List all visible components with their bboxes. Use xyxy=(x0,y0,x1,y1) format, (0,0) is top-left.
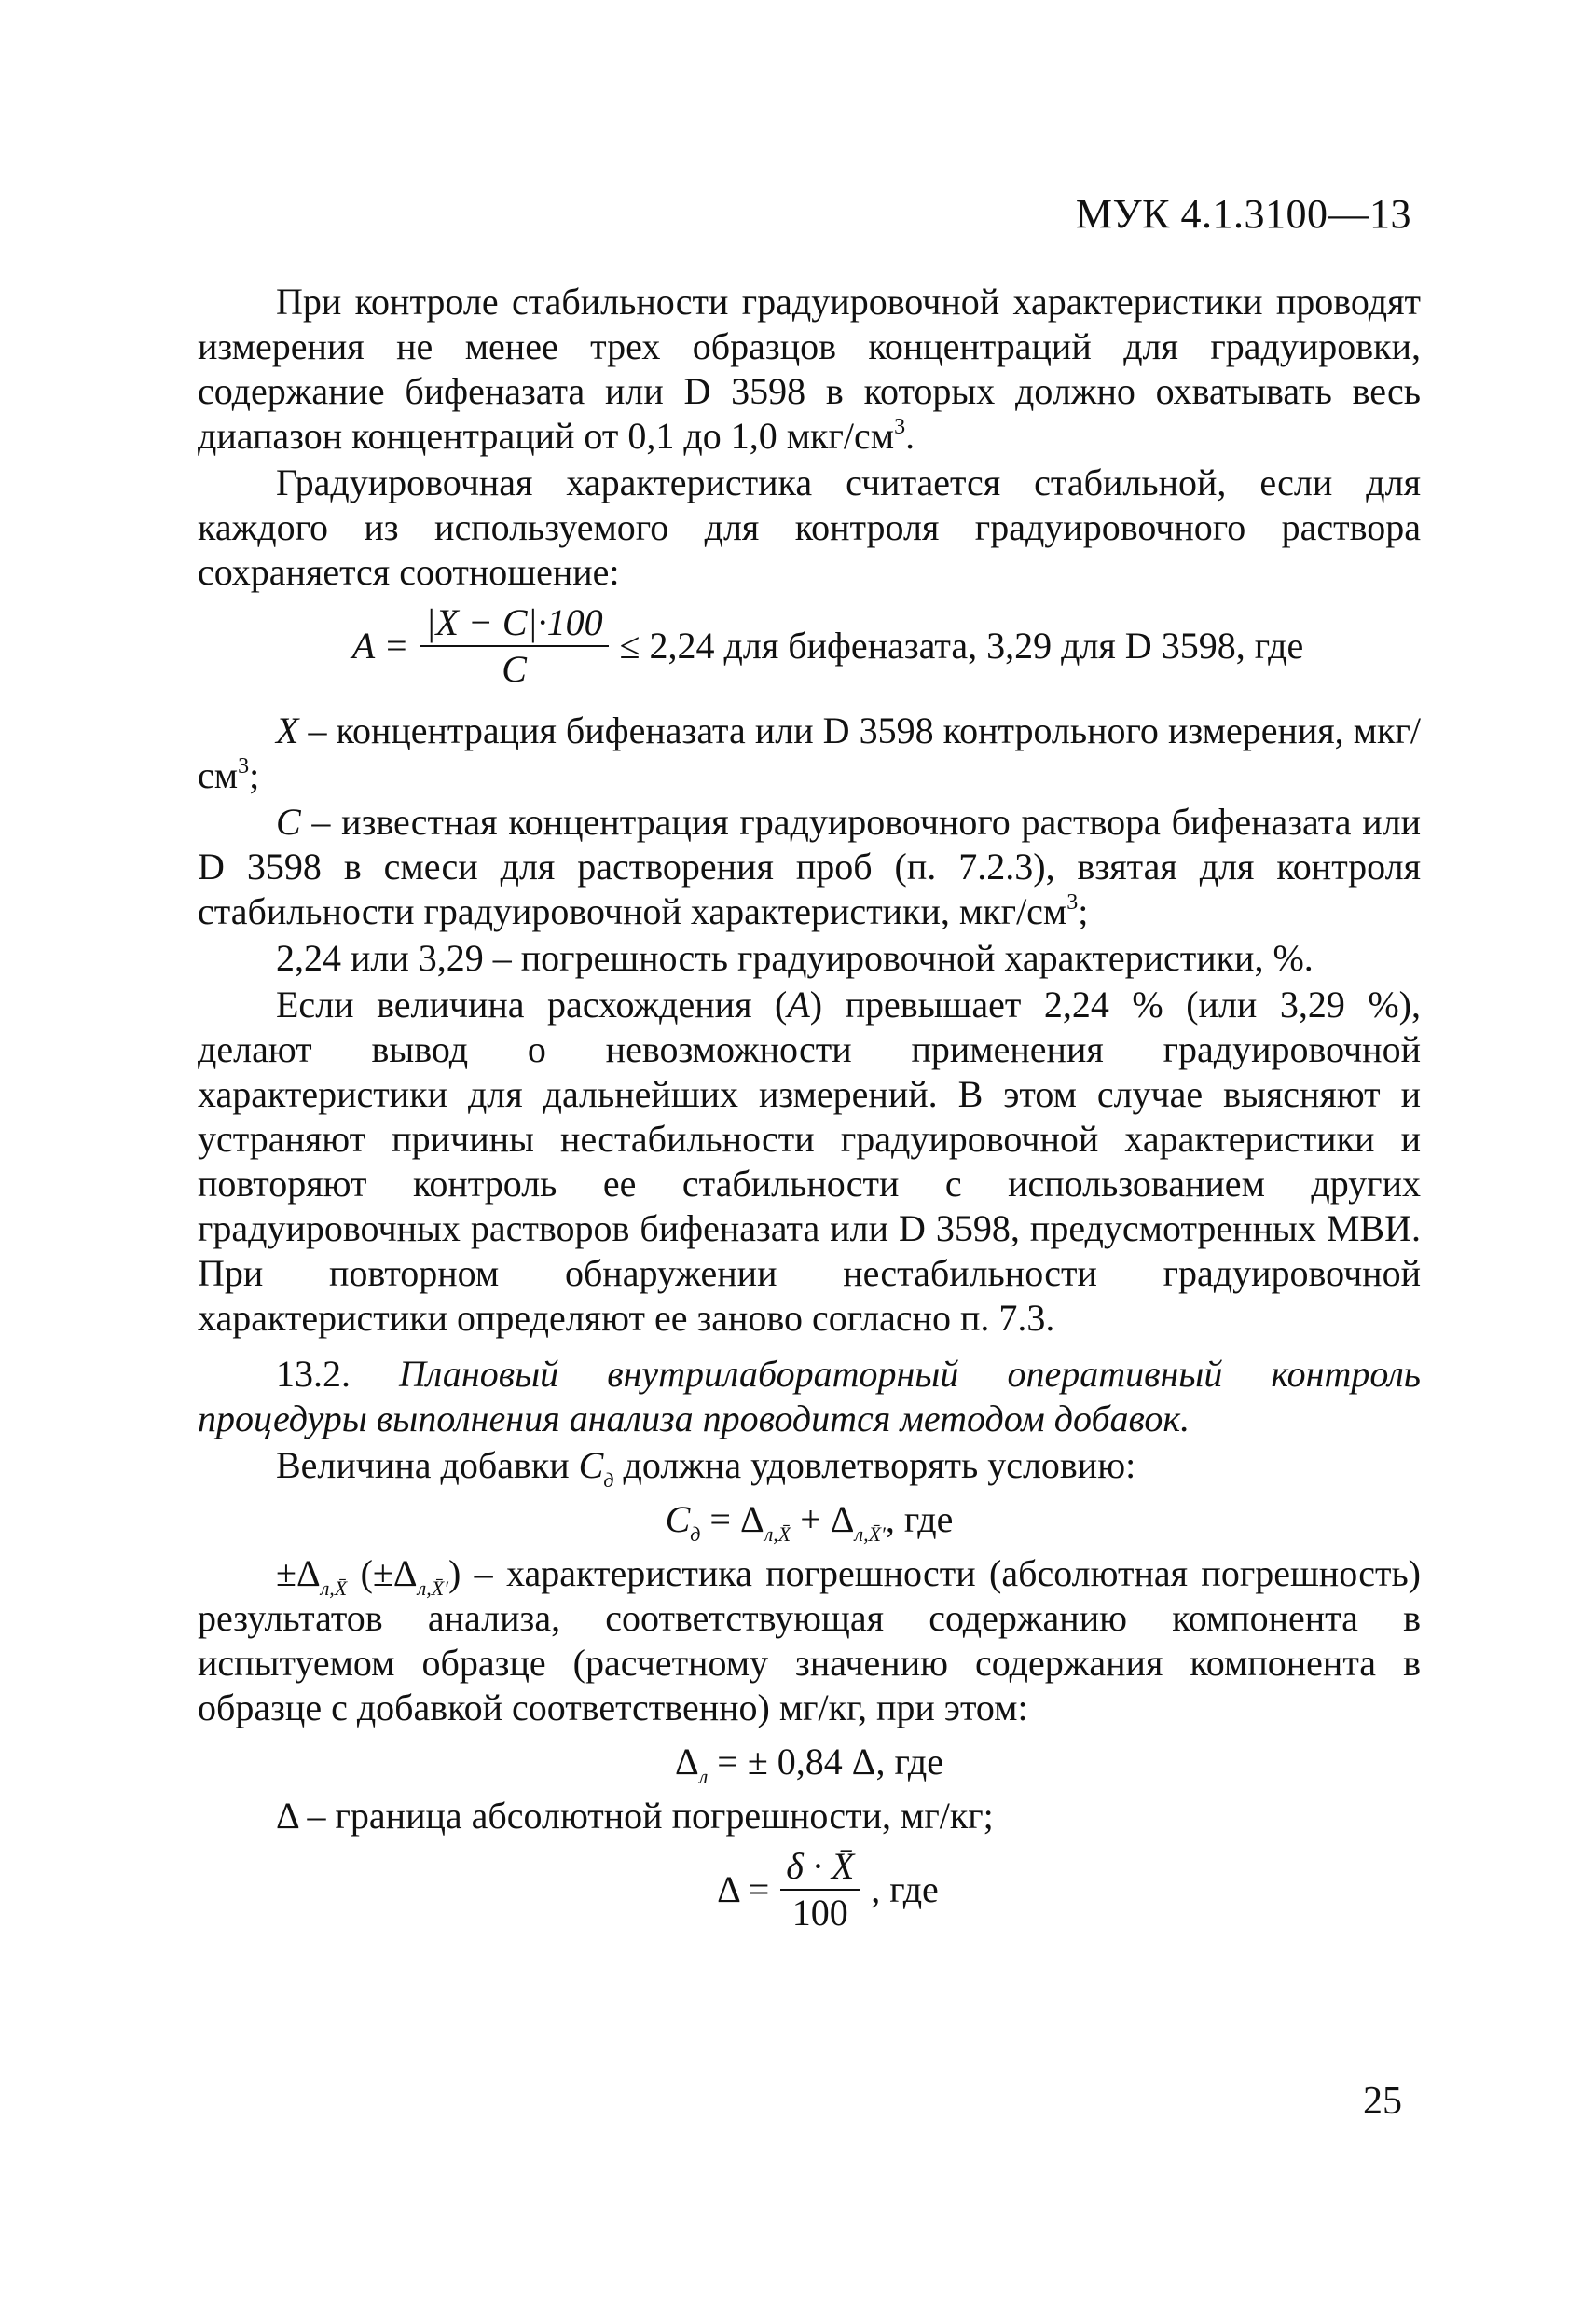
paragraph-stability-condition: Градуировочная характеристика считается стабильной, если для каждого из используемого для контроля градуировочного раствора сохраняется соотношение: xyxy=(198,461,1421,593)
subscript: д xyxy=(690,1522,701,1546)
definition-X xyxy=(198,709,1421,798)
formula-additive xyxy=(198,1497,1421,1546)
paragraph-text: ) – характеристика погрешности (абсолютная погрешность) результатов анализа, соответствующая содержанию компонента в испытуемом образце (расчетному значению содержания компонента в образце с добавкой соответственно) мг/кг, при этом: xyxy=(198,1552,1422,1728)
paragraph-additive-condition xyxy=(198,1443,1421,1492)
paragraph-stability-control xyxy=(198,280,1421,459)
symbol-X: X xyxy=(276,709,299,751)
document-body xyxy=(198,280,1421,1952)
punctuation: ; xyxy=(249,754,260,796)
subscript: л,X̄ xyxy=(320,1576,348,1600)
superscript: 3 xyxy=(1066,890,1079,915)
page-number: 25 xyxy=(1363,2080,1402,2123)
paragraph-error-characteristic xyxy=(198,1551,1421,1730)
fraction-numerator: |X − C|·100 xyxy=(420,602,608,647)
symbol-C: C xyxy=(276,801,301,843)
section-title: Плановый внутрилабораторный оперативный контроль процедуры выполнения анализа проводится методом добавок. xyxy=(198,1353,1421,1439)
paragraph-text: должна удовлетворять условию: xyxy=(613,1444,1136,1486)
formula-part: = ± 0,84 Δ, где xyxy=(708,1741,944,1783)
formula-rhs: , где xyxy=(871,1868,939,1910)
formula-part: , где xyxy=(885,1498,954,1540)
formula-delta-l xyxy=(198,1740,1421,1788)
symbol-A: A xyxy=(787,984,810,1026)
definition-text: – концентрация бифеназата или D 3598 контрольного измерения, мкг/см xyxy=(198,709,1421,796)
section-13-2 xyxy=(198,1352,1421,1441)
superscript: 3 xyxy=(894,415,906,439)
definition-delta: Δ – граница абсолютной погрешности, мг/кг; xyxy=(276,1795,994,1837)
formula-part: (±Δ xyxy=(347,1552,418,1594)
definition-C xyxy=(198,800,1421,934)
formula-fraction xyxy=(780,1846,860,1934)
definition-text: – известная концентрация градуировочного раствора бифеназата или D 3598 в смеси для растворения проб (п. 7.2.3), взятая для контроля стабильности градуировочной характеристики, мкг/см xyxy=(198,801,1421,932)
formula-part: = Δ xyxy=(709,1498,764,1540)
fraction-numerator: δ · X̄ xyxy=(780,1846,860,1891)
subscript: д xyxy=(603,1468,614,1492)
paragraph-text: Если величина расхождения ( xyxy=(276,984,788,1026)
punctuation: . xyxy=(905,415,915,457)
superscript: 3 xyxy=(238,754,250,778)
paragraph-text: Величина добавки xyxy=(276,1444,579,1486)
symbol-C: C xyxy=(578,1444,604,1486)
paragraph-text: При контроле стабильности градуировочной характеристики проводят измерения не менее трех образцов концентраций для градуировки, содержание бифеназата или D 3598 в которых должно охватывать весь диапазон концентраций от 0,1 до 1,0 мкг/см xyxy=(198,281,1421,457)
paragraph-text: ) превышает 2,24 % (или 3,29 %), делают вывод о невозможности применения градуировочной характеристики для дальнейших измерений. В этом случае выясняют и устраняют причины нестабильности градуировочной характеристики и повторяют контроль ее стабильности с использованием других градуировочных растворов бифеназата или D 3598, предусмотренных МВИ. При повторном обнаружении нестабильности градуировочной характеристики определяют ее заново согласно п. 7.3. xyxy=(198,984,1421,1339)
subscript: л xyxy=(698,1765,709,1788)
formula-lhs: Δ = xyxy=(717,1868,770,1910)
symbol-C: C xyxy=(665,1498,691,1540)
subscript: л,X̄′ xyxy=(854,1522,886,1546)
formula-part: Δ xyxy=(674,1741,699,1783)
formula-rhs: ≤ 2,24 для бифеназата, 3,29 для D 3598, где xyxy=(619,625,1304,667)
formula-discrepancy xyxy=(198,602,1421,690)
formula-lhs: A = xyxy=(351,625,409,667)
document-code-header: МУК 4.1.3100—13 xyxy=(1075,191,1411,237)
formula-part: ±Δ xyxy=(276,1552,321,1594)
subscript: л,X̄ xyxy=(764,1522,791,1546)
paragraph-discrepancy-action xyxy=(198,983,1421,1341)
definition-error: 2,24 или 3,29 – погрешность градуировочной характеристики, %. xyxy=(276,937,1314,979)
fraction-denominator: C xyxy=(502,648,527,690)
punctuation: ; xyxy=(1078,890,1089,932)
subscript: л,X̄′ xyxy=(417,1576,448,1600)
fraction-denominator: 100 xyxy=(791,1892,848,1934)
formula-delta xyxy=(198,1846,1421,1934)
section-number: 13.2. xyxy=(276,1353,400,1395)
formula-fraction xyxy=(420,602,608,690)
formula-part: + Δ xyxy=(791,1498,855,1540)
